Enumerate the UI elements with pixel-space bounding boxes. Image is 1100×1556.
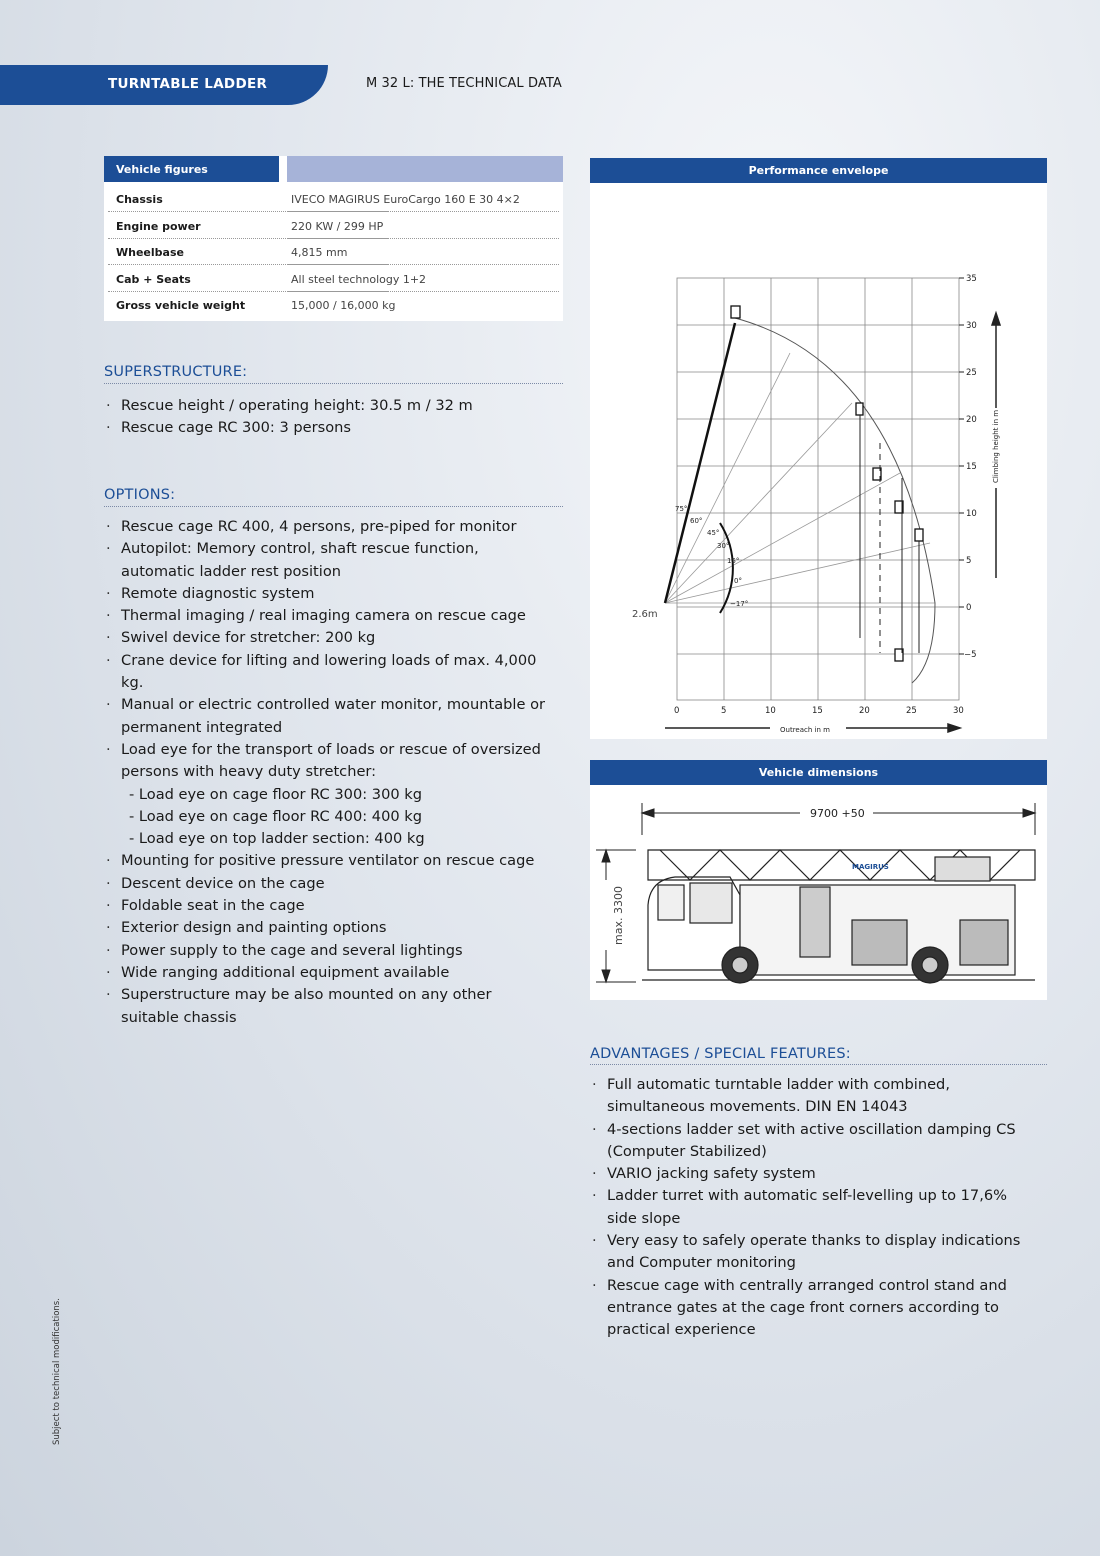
options-divider <box>104 506 563 507</box>
x-tick-label: 25 <box>906 706 917 716</box>
height-label: max. 3300 <box>612 886 625 945</box>
row-value: 220 KW / 299 HP <box>291 219 384 233</box>
performance-envelope-diagram <box>590 183 1047 739</box>
row-value: All steel technology 1+2 <box>291 272 427 286</box>
list-item: · Wide ranging additional equipment available <box>104 962 549 984</box>
vehicle-dimensions-title: Vehicle dimensions <box>590 760 1047 785</box>
footnote: Subject to technical modifications. <box>52 1298 62 1445</box>
row-key: Cab + Seats <box>116 272 191 286</box>
list-item: · Crane device for lifting and lowering loads of max. 4,000 kg. <box>104 650 549 695</box>
page-title: M 32 L: THE TECHNICAL DATA <box>366 76 562 91</box>
row-key: Chassis <box>116 193 163 206</box>
table-row <box>104 239 563 265</box>
row-value: 15,000 / 16,000 kg <box>291 299 396 312</box>
row-key: Wheelbase <box>116 246 184 259</box>
angle-label: 15° <box>727 557 740 565</box>
options-list <box>104 516 549 1029</box>
header-tab-label: TURNTABLE LADDER <box>108 76 268 92</box>
y-tick-label: 25 <box>966 368 977 378</box>
angle-label: 30° <box>717 542 730 550</box>
superstructure-divider <box>104 383 563 384</box>
list-item: · Swivel device for stretcher: 200 kg <box>104 627 549 649</box>
list-item: · Thermal imaging / real imaging camera on rescue cage <box>104 605 549 627</box>
truck-icon <box>642 850 1035 983</box>
list-item: · VARIO jacking safety system <box>590 1163 1035 1185</box>
list-subitem: - Load eye on top ladder section: 400 kg <box>129 830 425 848</box>
row-key: Engine power <box>116 219 201 233</box>
advantages-divider <box>590 1064 1047 1065</box>
base-width-label: 2.6m <box>632 609 658 620</box>
performance-envelope-title: Performance envelope <box>590 158 1047 183</box>
vehicle-figures-title: Vehicle figures <box>116 163 208 176</box>
angle-label: −17° <box>730 600 749 608</box>
list-subitem: - Load eye on cage floor RC 300: 300 kg <box>129 785 423 803</box>
x-tick-label: 5 <box>721 706 727 716</box>
table-row <box>104 292 563 318</box>
list-item: · Autopilot: Memory control, shaft rescue function, automatic ladder rest position <box>104 538 549 583</box>
angle-label: 45° <box>707 529 720 537</box>
x-tick-label: 20 <box>859 706 870 716</box>
list-item: · Rescue cage RC 400, 4 persons, pre-piped for monitor <box>104 516 549 538</box>
y-tick-label: 15 <box>966 462 977 472</box>
axis-arrows <box>665 313 1000 732</box>
table-row <box>104 186 563 212</box>
angle-label: 60° <box>690 517 703 525</box>
advantages-list <box>590 1074 1035 1342</box>
vehicle-figures-header-band <box>287 156 563 182</box>
list-item: · Power supply to the cage and several lightings <box>104 940 549 962</box>
list-item: · 4-sections ladder set with active oscillation damping CS (Computer Stabilized) <box>590 1119 1035 1164</box>
y-tick-label: 20 <box>966 415 977 425</box>
table-row <box>104 266 563 292</box>
row-value: 4,815 mm <box>291 246 348 259</box>
list-subitem: - Load eye on cage floor RC 400: 400 kg <box>129 807 423 825</box>
list-item: · Ladder turret with automatic self-levelling up to 17,6% side slope <box>590 1185 1035 1230</box>
list-item: · Rescue height / operating height: 30.5 m / 32 m <box>104 395 563 417</box>
vehicle-figures-rows <box>104 186 563 321</box>
x-tick-label: 10 <box>765 706 776 716</box>
y-tick-label: 10 <box>966 509 977 519</box>
envelope-curve <box>735 318 935 683</box>
list-item: · Foldable seat in the cage <box>104 895 549 917</box>
y-tick-label: −5 <box>964 650 977 660</box>
axis-ticks <box>959 278 964 654</box>
list-item: · Rescue cage with centrally arranged control stand and entrance gates at the cage front corners according to practical experience <box>590 1275 1035 1342</box>
y-tick-label: 0 <box>966 603 972 613</box>
performance-envelope-panel <box>590 158 1047 739</box>
superstructure-list <box>104 395 563 440</box>
angle-label: 75° <box>675 505 688 513</box>
table-row <box>104 213 563 239</box>
vehicle-dimensions-drawing <box>590 785 1047 1000</box>
angle-rays <box>665 353 935 603</box>
list-item: · Exterior design and painting options <box>104 917 549 939</box>
options-heading: OPTIONS: <box>104 487 176 503</box>
y-tick-label: 30 <box>966 321 977 331</box>
ladder-max-line <box>665 323 735 603</box>
angle-label: 0° <box>734 577 742 585</box>
list-item: · Superstructure may be also mounted on any other suitable chassis <box>104 984 549 1029</box>
x-tick-label: 0 <box>674 706 680 716</box>
list-item: · Mounting for positive pressure ventilator on rescue cage <box>104 850 549 872</box>
superstructure-heading: SUPERSTRUCTURE: <box>104 364 248 380</box>
list-item: · Descent device on the cage <box>104 873 549 895</box>
x-axis-label: Outreach in m <box>780 726 830 734</box>
row-value: IVECO MAGIRUS EuroCargo 160 E 30 4×2 <box>291 193 520 206</box>
rescue-cages <box>731 306 923 661</box>
list-item: · Manual or electric controlled water monitor, mountable or permanent integrated <box>104 694 549 739</box>
diagram-grid <box>677 278 959 700</box>
row-key: Gross vehicle weight <box>116 299 246 312</box>
list-item: · Load eye for the transport of loads or rescue of oversized persons with heavy duty stretcher: <box>104 739 549 784</box>
length-label: 9700 +50 <box>810 807 865 820</box>
x-tick-label: 30 <box>953 706 964 716</box>
advantages-heading: ADVANTAGES / SPECIAL FEATURES: <box>590 1046 851 1062</box>
vehicle-dimensions-panel <box>590 760 1047 1000</box>
list-item: · Full automatic turntable ladder with combined, simultaneous movements. DIN EN 14043 <box>590 1074 1035 1119</box>
list-item: · Remote diagnostic system <box>104 583 549 605</box>
x-tick-label: 15 <box>812 706 823 716</box>
y-axis-label: Climbing height in m <box>992 409 1000 483</box>
vehicle-figures-header <box>104 156 279 182</box>
y-tick-label: 35 <box>966 274 977 284</box>
list-item: · Rescue cage RC 300: 3 persons <box>104 417 563 439</box>
y-tick-label: 5 <box>966 556 972 566</box>
brand-label: MAGIRUS <box>852 863 889 871</box>
cage-reach-lines <box>860 415 919 653</box>
list-item: · Very easy to safely operate thanks to display indications and Computer monitoring <box>590 1230 1035 1275</box>
